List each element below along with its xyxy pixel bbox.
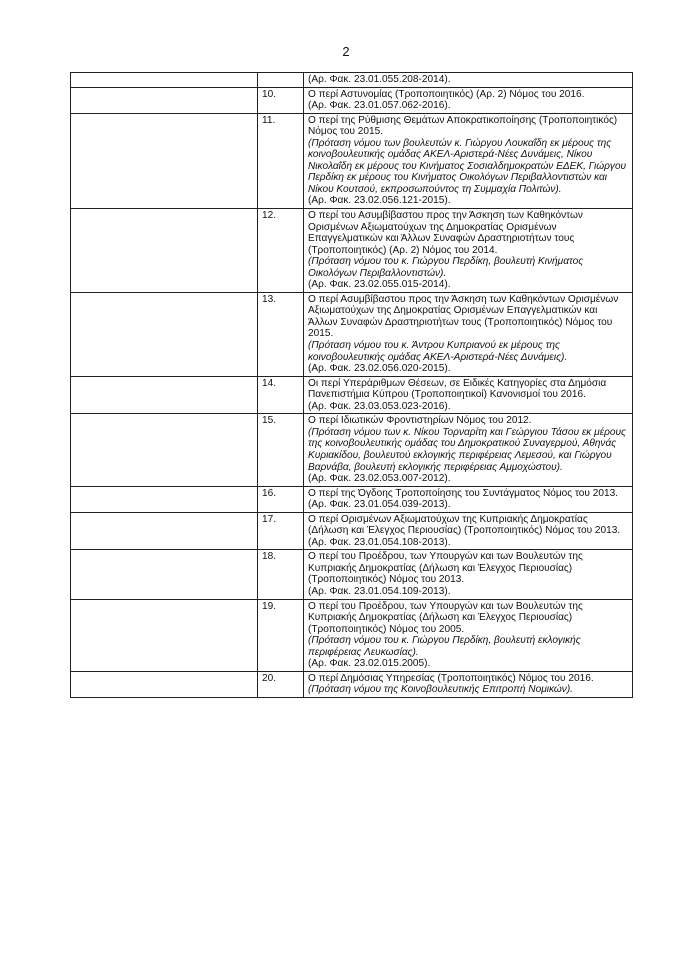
table-row <box>71 550 633 599</box>
item-number <box>258 73 304 88</box>
law-text: (Αρ. Φακ. 23.03.053.023-2016). <box>308 400 451 412</box>
item-number: 13. <box>258 292 304 376</box>
blank-cell <box>71 73 258 88</box>
item-number: 11. <box>258 113 304 208</box>
law-text: (Αρ. Φακ. 23.01.054.108-2013). <box>308 536 451 548</box>
blank-cell <box>71 486 258 512</box>
item-description <box>304 550 633 599</box>
law-text: (Αρ. Φακ. 23.02.056.020-2015). <box>308 363 451 375</box>
blank-cell <box>71 113 258 208</box>
blank-cell <box>71 671 258 697</box>
proposal-text: (Πρόταση νόμου του κ. Γιώργου Περδίκη, βουλευτή Κινήματος Οικολόγων Περιβαλλοντιστών). <box>308 256 584 279</box>
proposal-text: (Πρόταση νόμου των βουλευτών κ. Γιώργου Λουκαΐδη εκ μέρους της κοινοβουλευτικής ομάδας ΑΚΕΛ-Αριστερά-Νέες Δυνάμεις, Νίκου Νικολαΐδη εκ μέρους του Κινήματος Σοσιαλδημοκρατών ΕΔΕΚ, Γιώργου Περδίκη εκ μέρους του Κινήματος Οικολόγων Περιβαλλοντιστών και Νίκου Κουτσού, εκπροσωπούντος τη Συμμαχία Πολιτών). <box>308 137 627 195</box>
table-row <box>71 671 633 697</box>
blank-cell <box>71 550 258 599</box>
item-number: 10. <box>258 87 304 113</box>
item-description <box>304 73 633 88</box>
law-text: Ο περί Αστυνομίας (Τροποποιητικός) (Αρ. 2) Νόμος του 2016. <box>308 88 585 100</box>
item-number: 20. <box>258 671 304 697</box>
law-text: Οι περί Υπεράριθμων Θέσεων, σε Ειδικές Κατηγορίες στα Δημόσια Πανεπιστήμια Κύπρου (Τροποποιητικοί) Κανονισμοί του 2016. <box>308 377 607 401</box>
law-text: (Αρ. Φακ. 23.02.053.007-2012). <box>308 473 451 485</box>
blank-cell <box>71 512 258 550</box>
item-description <box>304 87 633 113</box>
law-text: (Αρ. Φακ. 23.02.056.121-2015). <box>308 195 451 207</box>
agenda-table <box>70 72 633 698</box>
item-description <box>304 512 633 550</box>
blank-cell <box>71 87 258 113</box>
law-text: Ο περί του Προέδρου, των Υπουργών και των Βουλευτών της Κυπριακής Δημοκρατίας (Δήλωση και Έλεγχος Περιουσίας) (Τροποποιητικός) Νόμος του 2005. <box>308 600 583 635</box>
item-description <box>304 376 633 414</box>
law-text: (Αρ. Φακ. 23.01.054.039-2013). <box>308 499 451 511</box>
table-row <box>71 209 633 293</box>
table-row <box>71 599 633 671</box>
blank-cell <box>71 414 258 486</box>
proposal-text: (Πρόταση νόμου του κ. Άντρου Κυπριανού εκ μέρους της κοινοβουλευτικής ομάδας ΑΚΕΛ-Αριστερά-Νέες Δυνάμεις). <box>308 340 568 363</box>
law-text: (Αρ. Φακ. 23.02.055.015-2014). <box>308 279 451 291</box>
table-row <box>71 414 633 486</box>
blank-cell <box>71 599 258 671</box>
item-number: 12. <box>258 209 304 293</box>
law-text: (Αρ. Φακ. 23.01.055.208-2014). <box>308 74 451 85</box>
item-number: 18. <box>258 550 304 599</box>
law-text: Ο περί της Ρύθμισης Θεμάτων Αποκρατικοποίησης (Τροποποιητικός) Νόμος του 2015. <box>308 114 618 138</box>
table-row <box>71 73 633 88</box>
blank-cell <box>71 292 258 376</box>
proposal-text: (Πρόταση νόμου της Κοινοβουλευτικής Επιτροπή Νομικών). <box>308 684 573 696</box>
proposal-text: (Πρόταση νόμου του κ. Γιώργου Περδίκη, βουλευτή εκλογικής περιφέρειας Λευκωσίας). <box>308 635 581 658</box>
item-number: 19. <box>258 599 304 671</box>
table-row <box>71 512 633 550</box>
item-description <box>304 599 633 671</box>
law-text: Ο περί του Ασυμβίβαστου προς την Άσκηση των Καθηκόντων Ορισμένων Αξιωματούχων της Δημοκρατίας Ορισμένων Επαγγελματικών και Άλλων Συναφών Δραστηριοτήτων τους (Τροποποιητικός) (Αρ. 2) Νόμος του 2014. <box>308 210 583 256</box>
item-description <box>304 113 633 208</box>
item-description <box>304 486 633 512</box>
law-text: Ο περί Ιδιωτικών Φροντιστηρίων Νόμος του 2012. <box>308 415 532 427</box>
blank-cell <box>71 376 258 414</box>
law-text: Ο περί Δημόσιας Υπηρεσίας (Τροποποιητικός) Νόμος του 2016. <box>308 672 594 684</box>
item-description <box>304 671 633 697</box>
table-row <box>71 376 633 414</box>
law-text: (Αρ. Φακ. 23.02.015.2005). <box>308 658 431 670</box>
table-row <box>71 113 633 208</box>
item-number: 14. <box>258 376 304 414</box>
item-number: 16. <box>258 486 304 512</box>
law-text: (Αρ. Φακ. 23.01.054.109-2013). <box>308 585 451 597</box>
proposal-text: (Πρόταση νόμου των κ. Νίκου Τορναρίτη και Γεώργιου Τάσου εκ μέρους της κοινοβουλευτικής ομάδας του Δημοκρατικού Συναγερμού, Αθηνάς Κυριακίδου, βουλευτού εκλογικής περιφέρειας Λεμεσού, και Γιώργου Βαρνάβα, βουλευτή εκλογικής περιφέρειας Αμμοχώστου). <box>308 426 626 473</box>
blank-cell <box>71 209 258 293</box>
law-text: (Αρ. Φακ. 23.01.057.062-2016). <box>308 100 451 112</box>
agenda-rows <box>71 73 633 698</box>
law-text: Ο περί της Όγδοης Τροποποίησης του Συντάγματος Νόμος του 2013. <box>308 487 618 499</box>
item-number: 17. <box>258 512 304 550</box>
law-text: Ο περί Ασυμβίβαστου προς την Άσκηση των Καθηκόντων Ορισμένων Αξιωματούχων της Δημοκρατίας Ορισμένων Επαγγελματικών και Άλλων Συναφών Δραστηριοτήτων τους (Τροποποιητικός) Νόμος του 2015. <box>308 293 619 340</box>
table-row <box>71 486 633 512</box>
table-row <box>71 292 633 376</box>
law-text: Ο περί Ορισμένων Αξιωματούχων της Κυπριακής Δημοκρατίας (Δήλωση και Έλεγχος Περιουσίας) (Τροποποιητικός) Νόμος του 2013. <box>308 513 621 537</box>
table-row <box>71 87 633 113</box>
item-number: 15. <box>258 414 304 486</box>
item-description <box>304 292 633 376</box>
item-description <box>304 209 633 293</box>
page-number: 2 <box>342 44 350 59</box>
item-description <box>304 414 633 486</box>
law-text: Ο περί του Προέδρου, των Υπουργών και των Βουλευτών της Κυπριακής Δημοκρατίας (Δήλωση και Έλεγχος Περιουσίας) (Τροποποιητικός) Νόμος του 2013. <box>308 551 583 586</box>
